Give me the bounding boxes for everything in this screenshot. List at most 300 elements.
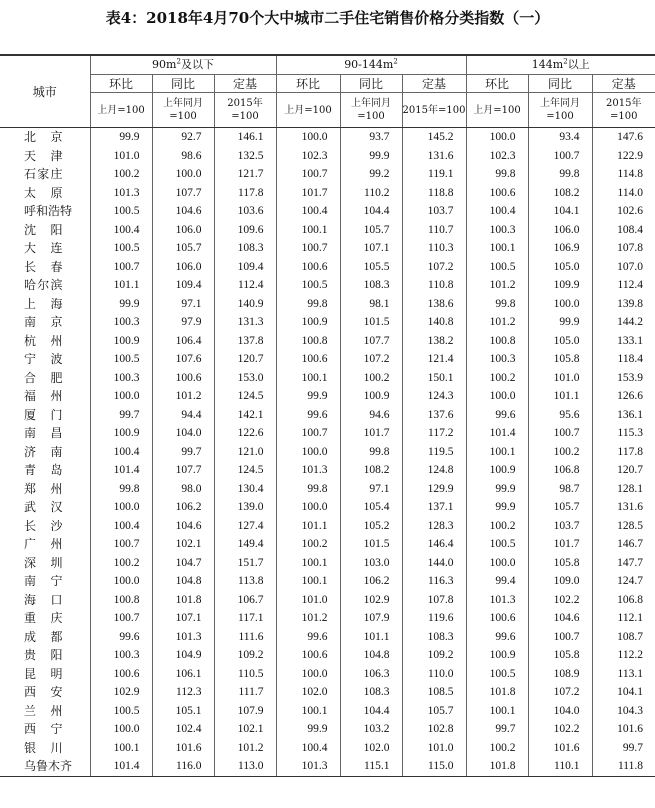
value-cell: 139.8 [592,295,655,314]
value-cell: 100.1 [276,221,340,240]
value-cell: 98.6 [152,147,214,166]
value-cell: 100.7 [528,424,592,443]
table-row [0,572,655,591]
value-cell: 100.7 [528,628,592,647]
value-cell: 104.1 [528,202,592,221]
value-cell: 124.7 [592,572,655,591]
value-cell: 108.7 [592,628,655,647]
value-cell: 100.3 [466,221,528,240]
value-cell: 100.8 [466,332,528,351]
value-cell: 100.7 [276,424,340,443]
value-cell: 101.1 [276,517,340,536]
table-row [0,350,655,369]
value-cell: 100.2 [340,369,402,388]
value-cell: 99.7 [90,406,152,425]
value-cell: 101.4 [466,424,528,443]
value-cell: 101.6 [592,720,655,739]
value-cell: 100.1 [466,239,528,258]
value-cell: 100.7 [528,147,592,166]
city-cell: 沈阳 [24,222,63,237]
value-cell: 99.8 [90,480,152,499]
value-cell: 98.1 [340,295,402,314]
value-cell: 101.7 [276,184,340,203]
value-cell: 105.7 [402,702,466,721]
value-cell: 101.3 [90,184,152,203]
value-cell: 100.0 [276,665,340,684]
column-header: 定基 [402,75,466,93]
value-cell: 100.1 [276,369,340,388]
value-cell: 104.7 [152,554,214,573]
value-cell: 103.0 [340,554,402,573]
value-cell: 101.3 [466,591,528,610]
value-cell: 100.6 [152,369,214,388]
value-cell: 104.6 [152,202,214,221]
value-cell: 100.1 [466,702,528,721]
value-cell: 103.7 [402,202,466,221]
value-cell: 107.7 [340,332,402,351]
value-cell: 104.8 [340,646,402,665]
value-cell: 104.8 [152,572,214,591]
value-cell: 107.2 [528,683,592,702]
value-cell: 127.4 [214,517,276,536]
table-row [0,369,655,388]
value-cell: 149.4 [214,535,276,554]
value-cell: 100.2 [466,517,528,536]
city-cell: 太原 [24,185,63,200]
value-cell: 100.5 [466,665,528,684]
value-cell: 100.5 [466,258,528,277]
value-cell: 138.6 [402,295,466,314]
value-cell: 102.3 [276,147,340,166]
value-cell: 111.8 [592,757,655,776]
column-header: 环比 [466,75,528,93]
value-cell: 124.3 [402,387,466,406]
value-cell: 128.1 [592,480,655,499]
value-cell: 108.2 [528,184,592,203]
value-cell: 101.3 [276,757,340,776]
value-cell: 100.8 [90,591,152,610]
base-header: 上月=100 [90,93,152,128]
value-cell: 147.7 [592,554,655,573]
table-row [0,702,655,721]
value-cell: 119.5 [402,443,466,462]
table-row [0,202,655,221]
value-cell: 116.0 [152,757,214,776]
value-cell: 101.0 [402,739,466,758]
value-cell: 104.4 [340,702,402,721]
value-cell: 111.6 [214,628,276,647]
value-cell: 100.0 [466,554,528,573]
price-index-table [0,54,655,777]
value-cell: 100.0 [90,498,152,517]
value-cell: 100.1 [90,739,152,758]
value-cell: 121.7 [214,165,276,184]
value-cell: 106.0 [152,221,214,240]
value-cell: 101.6 [528,739,592,758]
value-cell: 97.9 [152,313,214,332]
value-cell: 99.9 [90,128,152,147]
value-cell: 107.7 [152,184,214,203]
table-row [0,406,655,425]
value-cell: 100.2 [90,554,152,573]
value-cell: 100.4 [90,517,152,536]
value-cell: 116.3 [402,572,466,591]
value-cell: 100.4 [276,739,340,758]
value-cell: 100.2 [276,535,340,554]
table-row [0,461,655,480]
value-cell: 118.4 [592,350,655,369]
value-cell: 132.5 [214,147,276,166]
value-cell: 106.8 [528,461,592,480]
value-cell: 100.6 [276,646,340,665]
value-cell: 100.9 [466,461,528,480]
value-cell: 100.0 [152,165,214,184]
value-cell: 101.2 [214,739,276,758]
city-cell: 哈尔滨 [24,278,63,293]
value-cell: 106.3 [340,665,402,684]
value-cell: 106.4 [152,332,214,351]
value-cell: 151.7 [214,554,276,573]
value-cell: 115.0 [402,757,466,776]
value-cell: 110.5 [214,665,276,684]
value-cell: 98.7 [528,480,592,499]
value-cell: 145.2 [402,128,466,147]
city-cell: 南宁 [24,574,63,589]
value-cell: 100.3 [90,646,152,665]
table-row [0,517,655,536]
value-cell: 110.3 [402,239,466,258]
value-cell: 113.0 [214,757,276,776]
value-cell: 113.8 [214,572,276,591]
value-cell: 140.8 [402,313,466,332]
value-cell: 110.8 [402,276,466,295]
value-cell: 101.4 [90,461,152,480]
value-cell: 101.1 [340,628,402,647]
value-cell: 100.1 [466,443,528,462]
city-cell: 银川 [24,740,63,755]
value-cell: 100.7 [276,239,340,258]
value-cell: 117.1 [214,609,276,628]
value-cell: 107.8 [402,591,466,610]
base-header: 上年同月=100 [528,93,592,128]
city-cell: 南京 [24,315,63,330]
city-cell: 西安 [24,685,63,700]
value-cell: 100.2 [466,739,528,758]
value-cell: 107.1 [340,239,402,258]
table-row [0,276,655,295]
column-header: 同比 [340,75,402,93]
city-cell: 福州 [24,389,63,404]
base-header: 上月=100 [466,93,528,128]
value-cell: 99.9 [90,295,152,314]
value-cell: 100.5 [276,276,340,295]
value-cell: 100.3 [90,313,152,332]
value-cell: 130.4 [214,480,276,499]
value-cell: 140.9 [214,295,276,314]
value-cell: 120.7 [592,461,655,480]
value-cell: 131.3 [214,313,276,332]
value-cell: 100.4 [276,202,340,221]
value-cell: 114.0 [592,184,655,203]
value-cell: 99.9 [466,498,528,517]
value-cell: 119.6 [402,609,466,628]
value-cell: 93.4 [528,128,592,147]
value-cell: 107.2 [340,350,402,369]
value-cell: 100.6 [276,350,340,369]
column-header: 同比 [528,75,592,93]
value-cell: 105.5 [340,258,402,277]
value-cell: 99.9 [276,720,340,739]
value-cell: 100.7 [90,535,152,554]
value-cell: 128.3 [402,517,466,536]
value-cell: 153.0 [214,369,276,388]
value-cell: 113.1 [592,665,655,684]
value-cell: 102.4 [152,720,214,739]
value-cell: 144.0 [402,554,466,573]
value-cell: 106.0 [528,221,592,240]
table-row [0,609,655,628]
value-cell: 100.6 [466,609,528,628]
column-header: 环比 [90,75,152,93]
group-header: $90m^2$及以下 [90,55,276,75]
value-cell: 100.7 [276,165,340,184]
city-cell: 石家庄 [24,167,63,182]
table-row [0,683,655,702]
value-cell: 108.5 [402,683,466,702]
value-cell: 146.7 [592,535,655,554]
value-cell: 100.5 [90,350,152,369]
value-cell: 100.0 [466,128,528,147]
value-cell: 109.4 [152,276,214,295]
value-cell: 139.0 [214,498,276,517]
value-cell: 100.2 [466,369,528,388]
value-cell: 104.3 [592,702,655,721]
value-cell: 137.8 [214,332,276,351]
city-cell: 西宁 [24,722,63,737]
value-cell: 105.0 [528,332,592,351]
table-row [0,295,655,314]
value-cell: 101.1 [90,276,152,295]
value-cell: 100.2 [90,165,152,184]
value-cell: 101.0 [276,591,340,610]
value-cell: 99.8 [276,295,340,314]
base-header: 2015年=100 [402,93,466,128]
city-cell: 乌鲁木齐 [0,757,90,776]
value-cell: 100.6 [466,184,528,203]
city-cell: 厦门 [24,407,63,422]
value-cell: 121.0 [214,443,276,462]
value-cell: 100.4 [90,443,152,462]
value-cell: 109.4 [214,258,276,277]
value-cell: 106.2 [340,572,402,591]
value-cell: 102.1 [152,535,214,554]
value-cell: 95.6 [528,406,592,425]
value-cell: 101.2 [466,276,528,295]
value-cell: 108.3 [214,239,276,258]
value-cell: 107.6 [152,350,214,369]
value-cell: 102.0 [276,683,340,702]
value-cell: 97.1 [152,295,214,314]
value-cell: 101.1 [528,387,592,406]
value-cell: 100.0 [276,128,340,147]
value-cell: 106.0 [152,258,214,277]
base-header: 上年同月=100 [152,93,214,128]
value-cell: 121.4 [402,350,466,369]
value-cell: 131.6 [402,147,466,166]
value-cell: 117.2 [402,424,466,443]
value-cell: 102.9 [340,591,402,610]
value-cell: 101.0 [90,147,152,166]
value-cell: 100.9 [90,424,152,443]
table-row [0,535,655,554]
value-cell: 101.8 [152,591,214,610]
value-cell: 101.6 [152,739,214,758]
value-cell: 102.3 [466,147,528,166]
value-cell: 109.0 [528,572,592,591]
value-cell: 105.0 [528,258,592,277]
value-cell: 110.2 [340,184,402,203]
value-cell: 100.8 [276,332,340,351]
value-cell: 124.5 [214,387,276,406]
table-row [0,128,655,147]
value-cell: 146.4 [402,535,466,554]
value-cell: 112.3 [152,683,214,702]
value-cell: 108.4 [592,221,655,240]
value-cell: 110.7 [402,221,466,240]
value-cell: 102.6 [592,202,655,221]
value-cell: 117.8 [592,443,655,462]
value-cell: 102.9 [90,683,152,702]
value-cell: 100.3 [90,369,152,388]
column-header: 定基 [592,75,655,93]
value-cell: 100.6 [276,258,340,277]
value-cell: 100.4 [90,221,152,240]
value-cell: 93.7 [340,128,402,147]
value-cell: 104.9 [152,646,214,665]
value-cell: 99.2 [340,165,402,184]
table-row [0,313,655,332]
city-cell: 成都 [24,629,63,644]
value-cell: 100.0 [528,295,592,314]
value-cell: 99.8 [466,295,528,314]
value-cell: 100.0 [90,720,152,739]
city-cell: 青岛 [24,463,63,478]
city-cell: 昆明 [24,666,63,681]
value-cell: 99.8 [340,443,402,462]
value-cell: 101.0 [528,369,592,388]
city-cell: 杭州 [24,333,63,348]
value-cell: 100.0 [466,387,528,406]
value-cell: 136.1 [592,406,655,425]
table-row [0,739,655,758]
value-cell: 108.3 [340,683,402,702]
value-cell: 104.0 [152,424,214,443]
table-row [0,221,655,240]
value-cell: 102.0 [340,739,402,758]
value-cell: 109.2 [214,646,276,665]
value-cell: 100.7 [90,258,152,277]
city-cell: 广州 [24,537,63,552]
value-cell: 104.6 [528,609,592,628]
value-cell: 103.6 [214,202,276,221]
value-cell: 98.0 [152,480,214,499]
base-header: 2015年=100 [592,93,655,128]
value-cell: 99.9 [276,387,340,406]
value-cell: 100.5 [90,202,152,221]
value-cell: 109.9 [528,276,592,295]
value-cell: 100.7 [90,609,152,628]
value-cell: 153.9 [592,369,655,388]
value-cell: 99.6 [466,406,528,425]
value-cell: 112.1 [592,609,655,628]
city-cell: 济南 [24,444,63,459]
value-cell: 107.1 [152,609,214,628]
value-cell: 99.9 [466,480,528,499]
base-header: 2015年=100 [214,93,276,128]
value-cell: 100.5 [466,535,528,554]
value-cell: 97.1 [340,480,402,499]
value-cell: 107.0 [592,258,655,277]
value-cell: 105.1 [152,702,214,721]
group-header: $144m^2$以上 [466,55,655,75]
value-cell: 102.1 [214,720,276,739]
value-cell: 99.6 [90,628,152,647]
city-header: 城市 [0,55,90,128]
value-cell: 109.2 [402,646,466,665]
value-cell: 107.9 [340,609,402,628]
value-cell: 105.7 [340,221,402,240]
value-cell: 104.4 [340,202,402,221]
table-row [0,665,655,684]
value-cell: 100.6 [90,665,152,684]
value-cell: 100.1 [276,572,340,591]
table-row [0,591,655,610]
value-cell: 107.8 [592,239,655,258]
value-cell: 101.2 [276,609,340,628]
table-row [0,720,655,739]
value-cell: 138.2 [402,332,466,351]
value-cell: 102.8 [402,720,466,739]
value-cell: 108.2 [340,461,402,480]
value-cell: 99.7 [592,739,655,758]
value-cell: 133.1 [592,332,655,351]
value-cell: 101.5 [340,313,402,332]
base-header: 上月=100 [276,93,340,128]
value-cell: 105.7 [528,498,592,517]
city-cell: 长春 [24,259,63,274]
value-cell: 104.6 [152,517,214,536]
value-cell: 99.8 [276,480,340,499]
city-cell: 贵阳 [24,648,63,663]
table-row [0,424,655,443]
value-cell: 115.1 [340,757,402,776]
table-row [0,165,655,184]
value-cell: 108.9 [528,665,592,684]
city-cell: 上海 [24,296,63,311]
value-cell: 101.5 [340,535,402,554]
value-cell: 128.5 [592,517,655,536]
value-cell: 94.4 [152,406,214,425]
value-cell: 111.7 [214,683,276,702]
value-cell: 104.1 [592,683,655,702]
table-row [0,184,655,203]
value-cell: 142.1 [214,406,276,425]
value-cell: 101.8 [466,757,528,776]
value-cell: 105.8 [528,646,592,665]
city-cell: 兰州 [24,703,63,718]
value-cell: 106.7 [214,591,276,610]
value-cell: 124.5 [214,461,276,480]
